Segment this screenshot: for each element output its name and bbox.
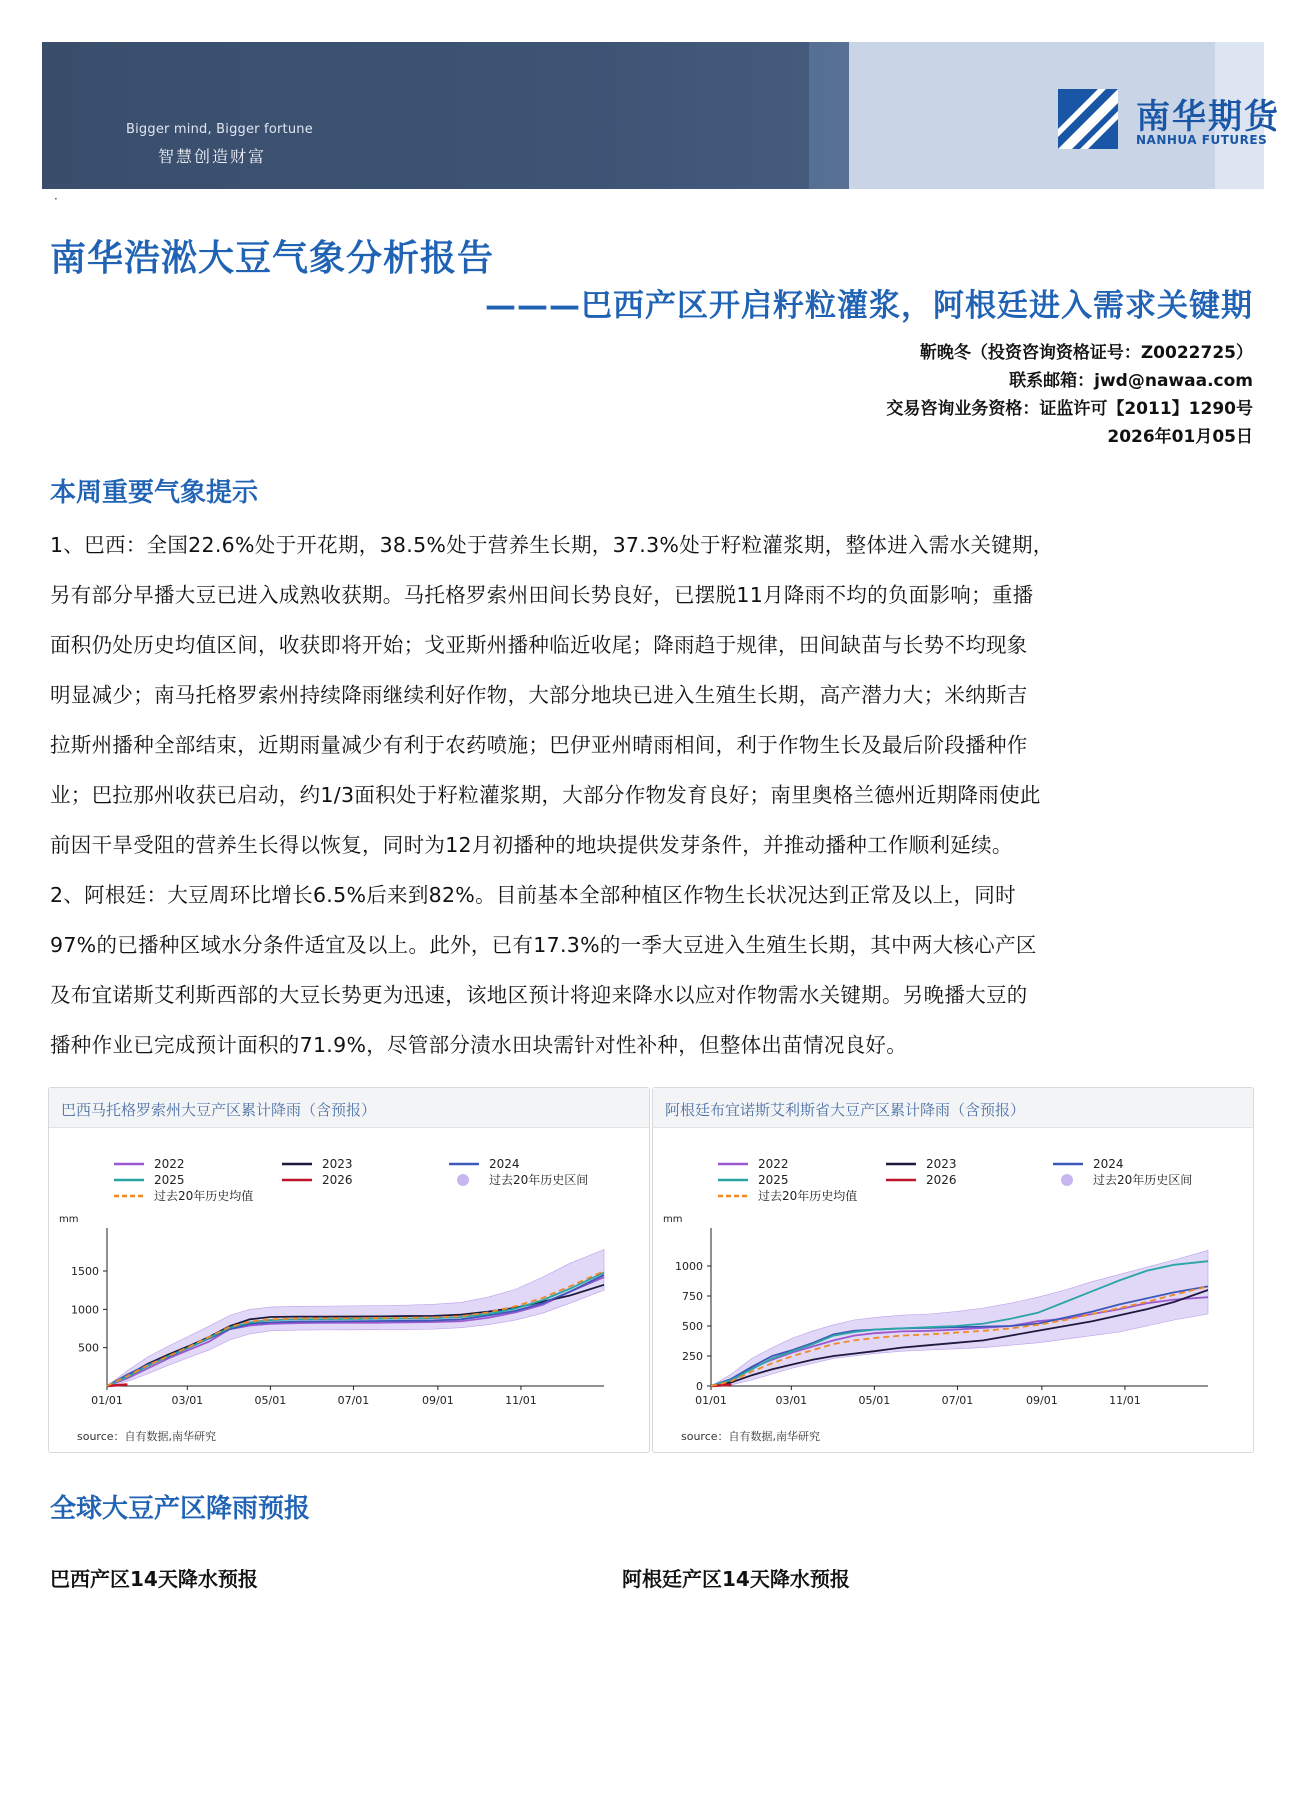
y-tick-label: 750 — [682, 1290, 703, 1303]
x-tick-label: 07/01 — [337, 1394, 370, 1407]
argentina-rainfall-plot — [653, 1128, 1253, 1424]
page-title: 南华浩淞大豆气象分析报告 — [50, 238, 495, 279]
legend-label: 过去20年历史均值 — [758, 1189, 858, 1203]
y-tick-label: 1000 — [675, 1260, 703, 1273]
license-line: 交易咨询业务资格：证监许可【2011】1290号 — [886, 399, 1253, 419]
x-tick-label: 03/01 — [171, 1394, 204, 1407]
y-tick-label: 1000 — [71, 1303, 99, 1317]
logo-en: NANHUA FUTURES — [1136, 133, 1268, 147]
paragraph-line: 拉斯州播种全部结束，近期雨量减少有利于农药喷施；巴伊亚州晴雨相间，利于作物生长及最后阶段播种作 — [50, 733, 1028, 757]
x-tick-label: 01/01 — [91, 1394, 123, 1407]
y-axis-unit: mm — [59, 1214, 79, 1225]
paragraph-line: 97%的已播种区域水分条件适宜及以上。此外，已有17.3%的一季大豆进入生殖生长期，其中两大核心产区 — [50, 933, 1037, 957]
legend-label: 2024 — [1093, 1157, 1124, 1171]
chart-source: source：自有数据,南华研究 — [681, 1430, 821, 1443]
x-tick-label: 07/01 — [941, 1394, 974, 1407]
paragraph-line: 明显减少；南马托格罗索州持续降雨继续利好作物，大部分地块已进入生殖生长期，高产潜力大；米纳斯吉 — [50, 683, 1028, 707]
paragraph-line: 另有部分早播大豆已进入成熟收获期。马托格罗索州田间长势良好，已摆脱11月降雨不均的负面影响；重播 — [50, 583, 1034, 607]
paragraph-line: 前因干旱受阻的营养生长得以恢复，同时为12月初播种的地块提供发芽条件，并推动播种工作顺利延续。 — [50, 833, 1013, 857]
x-tick-label: 09/01 — [1026, 1394, 1058, 1407]
legend-label: 2023 — [926, 1157, 957, 1171]
legend-label: 2022 — [758, 1157, 789, 1171]
legend-label: 2023 — [322, 1157, 353, 1171]
header-banner — [42, 42, 1280, 189]
chart-title: 阿根廷布宜诺斯艾利斯省大豆产区累计降雨（含预报） — [665, 1101, 1026, 1119]
x-tick-label: 05/01 — [254, 1394, 287, 1407]
x-tick-label: 09/01 — [422, 1394, 454, 1407]
x-tick-label: 01/01 — [695, 1394, 727, 1407]
chart-header — [49, 1088, 649, 1128]
y-tick-label: 500 — [78, 1341, 99, 1355]
report-date: 2026年01月05日 — [1107, 427, 1253, 447]
legend-label: 过去20年历史均值 — [154, 1189, 254, 1203]
chart-title: 巴西马托格罗索州大豆产区累计降雨（含预报） — [61, 1101, 377, 1119]
legend-label: 2025 — [154, 1173, 185, 1187]
logo-mark-icon — [1058, 89, 1118, 149]
slogan-cn: 智慧创造财富 — [158, 147, 267, 166]
brazil-forecast-heading: 巴西产区14天降水预报 — [50, 1567, 258, 1591]
section-heading-weather: 本周重要气象提示 — [50, 478, 259, 508]
x-tick-label: 11/01 — [1109, 1394, 1141, 1407]
argentina-paragraph — [50, 870, 1240, 1070]
argentina-forecast-heading: 阿根廷产区14天降水预报 — [622, 1567, 850, 1591]
bullet-dot: · — [54, 192, 58, 206]
paragraph-line: 播种作业已完成预计面积的71.9%，尽管部分渍水田块需针对性补种，但整体出苗情况良好。 — [50, 1033, 908, 1057]
y-tick-label: 1500 — [71, 1265, 99, 1278]
brazil-rainfall-plot — [49, 1128, 649, 1424]
brazil-rainfall-chart — [48, 1087, 650, 1453]
paragraph-line: 2、阿根廷：大豆周环比增长6.5%后来到82%。目前基本全部种植区作物生长状况达到正常及以上，同时 — [50, 883, 1016, 907]
paragraph-line: 及布宜诺斯艾利斯西部的大豆长势更为迅速，该地区预计将迎来降水以应对作物需水关键期。另晚播大豆的 — [50, 983, 1028, 1007]
logo-cn: 南华期货 — [1136, 97, 1280, 137]
author-line: 靳晚冬（投资咨询资格证号：Z0022725） — [919, 343, 1253, 363]
banner-stripe — [809, 42, 849, 189]
chart-header — [653, 1088, 1253, 1128]
y-axis-unit: mm — [663, 1214, 683, 1225]
section-heading-forecast: 全球大豆产区降雨预报 — [50, 1494, 311, 1524]
y-tick-label: 0 — [696, 1380, 703, 1393]
legend-label: 2024 — [489, 1157, 520, 1171]
legend-label: 2025 — [758, 1173, 789, 1187]
legend-label: 2022 — [154, 1157, 185, 1171]
page-subtitle: ———巴西产区开启籽粒灌浆，阿根廷进入需求关键期 — [485, 288, 1253, 324]
legend-label: 过去20年历史区间 — [1093, 1173, 1193, 1187]
paragraph-line: 1、巴西：全国22.6%处于开花期，38.5%处于营养生长期，37.3%处于籽粒灌浆期，整体进入需水关键期， — [50, 533, 1054, 557]
x-tick-label: 05/01 — [858, 1394, 891, 1407]
argentina-rainfall-chart — [652, 1087, 1254, 1453]
paragraph-line: 业；巴拉那州收获已启动，约1/3面积处于籽粒灌浆期，大部分作物发育良好；南里奥格兰德州近期降雨使此 — [50, 783, 1041, 807]
y-tick-label: 500 — [682, 1320, 703, 1333]
legend-label: 2026 — [322, 1173, 353, 1187]
legend-label: 2026 — [926, 1173, 957, 1187]
slogan-en: Bigger mind, Bigger fortune — [126, 122, 313, 137]
y-tick-label: 250 — [682, 1350, 703, 1363]
chart-source: source：自有数据,南华研究 — [77, 1430, 217, 1443]
x-tick-label: 11/01 — [505, 1394, 537, 1407]
paragraph-line: 面积仍处历史均值区间，收获即将开始；戈亚斯州播种临近收尾；降雨趋于规律，田间缺苗与长势不均现象 — [50, 633, 1028, 657]
legend-swatch — [457, 1174, 469, 1186]
x-tick-label: 03/01 — [775, 1394, 808, 1407]
legend-swatch — [1061, 1174, 1073, 1186]
nanhua-logo — [1058, 85, 1298, 155]
brazil-paragraph — [50, 520, 1240, 870]
legend-label: 过去20年历史区间 — [489, 1173, 589, 1187]
email-line: 联系邮箱：jwd@nawaa.com — [1009, 371, 1253, 391]
